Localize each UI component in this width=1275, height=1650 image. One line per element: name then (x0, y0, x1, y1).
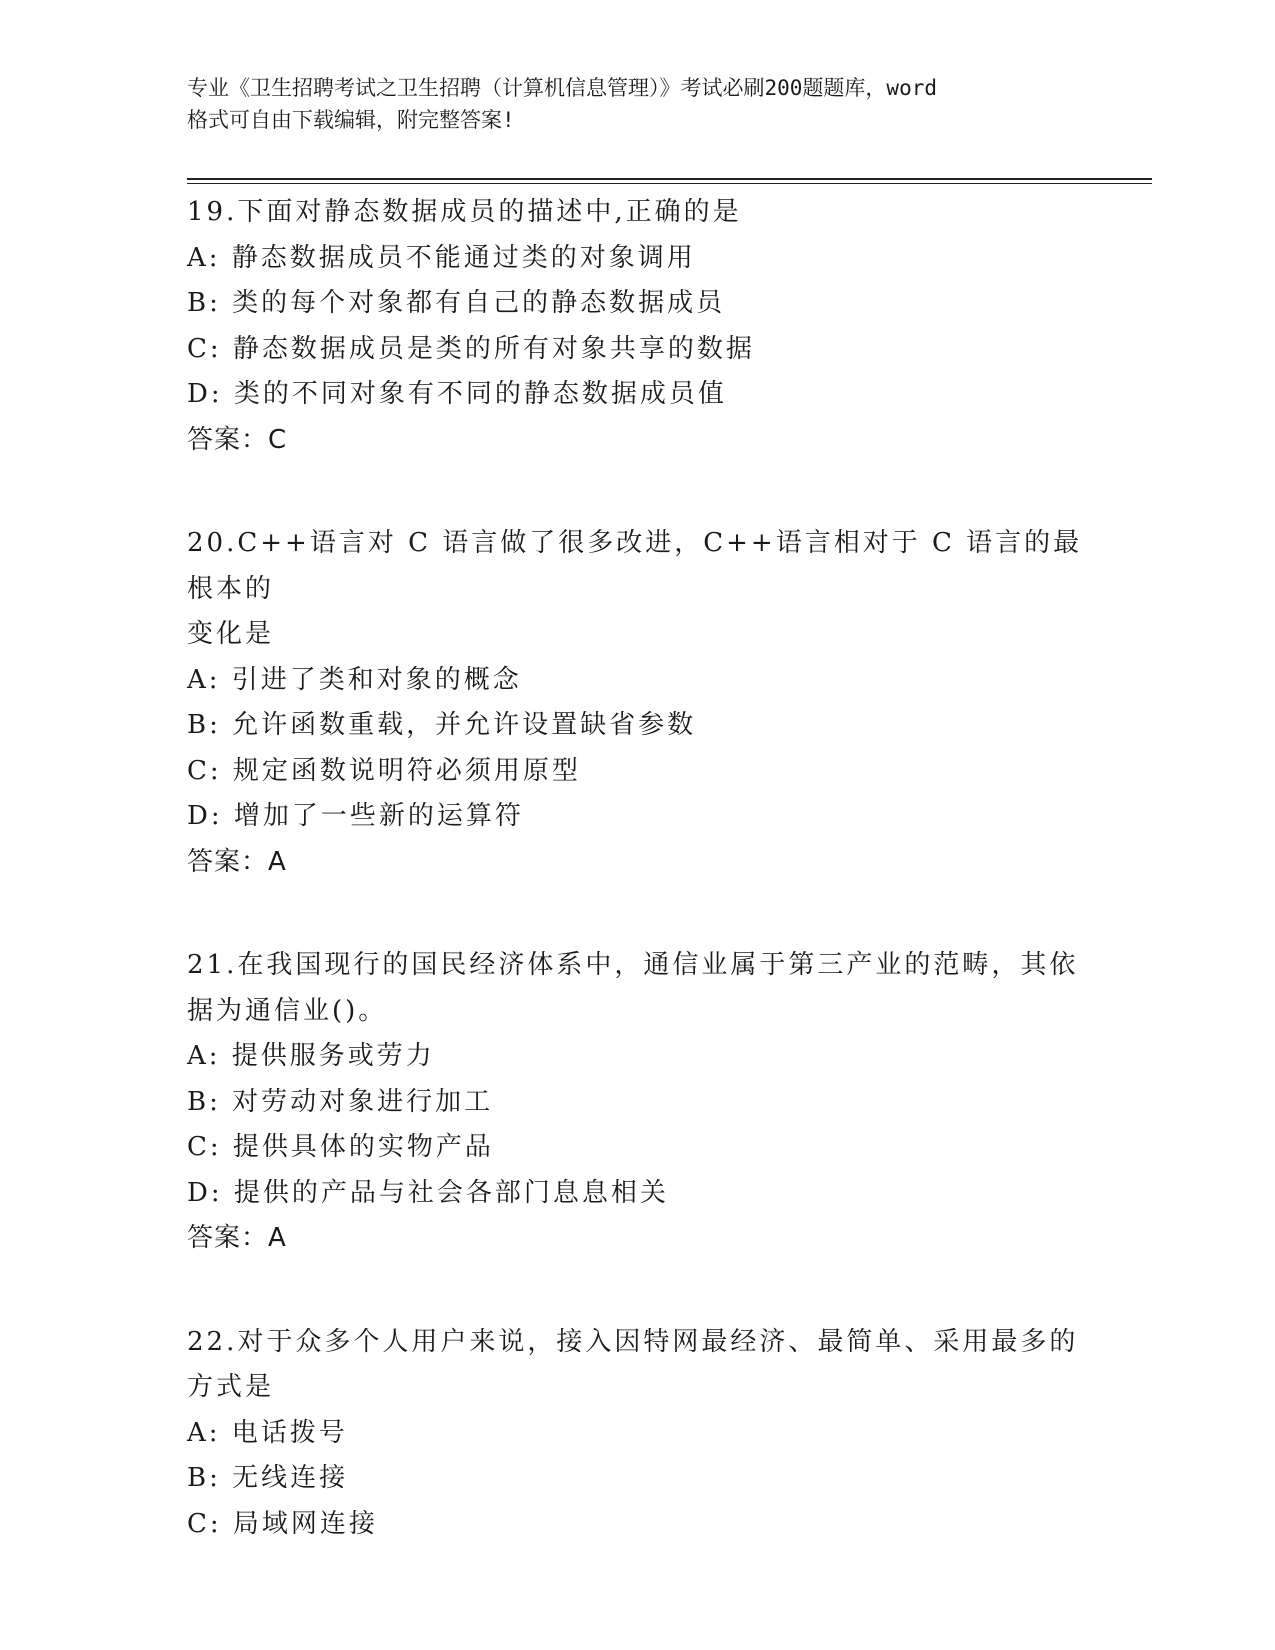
document-header (187, 72, 1087, 136)
option-a: A: 静态数据成员不能通过类的对象调用 (187, 242, 696, 273)
option-b: B: 对劳动对象进行加工 (187, 1086, 494, 1117)
header-line-2: 格式可自由下载编辑，附完整答案! (187, 108, 515, 132)
header-line-1: 专业《卫生招聘考试之卫生招聘（计算机信息管理）》考试必刷200题题库，word (187, 76, 937, 100)
question-stem: 19.下面对静态数据成员的描述中,正确的是 (187, 197, 742, 227)
option-c: C: 规定函数说明符必须用原型 (187, 755, 581, 786)
option-b: B: 允许函数重载，并允许设置缺省参数 (187, 710, 697, 740)
question-19 (187, 190, 1087, 463)
question-list (187, 190, 1087, 1605)
question-stem: 21.在我国现行的国民经济体系中，通信业属于第三产业的范畴，其依 (187, 950, 1079, 980)
option-b: B: 类的每个对象都有自己的静态数据成员 (187, 288, 726, 318)
answer-label: 答案：A (187, 1223, 287, 1253)
question-stem-continued: 变化是 (187, 619, 275, 649)
header-divider-thin (187, 183, 1152, 184)
question-stem: 20.C++语言对 C 语言做了很多改进，C++语言相对于 C 语言的最根本的 (187, 528, 1083, 604)
option-a: A: 引进了类和对象的概念 (187, 664, 522, 695)
option-c: C: 提供具体的实物产品 (187, 1132, 494, 1162)
question-20 (187, 521, 1087, 885)
question-stem: 22.对于众多个人用户来说，接入因特网最经济、最简单、采用最多的 (187, 1326, 1079, 1357)
question-stem-continued: 据为通信业()。 (187, 995, 388, 1026)
option-d: D: 增加了一些新的运算符 (187, 801, 524, 831)
question-22 (187, 1320, 1087, 1548)
question-stem-continued: 方式是 (187, 1372, 275, 1402)
option-c: C: 静态数据成员是类的所有对象共享的数据 (187, 333, 755, 364)
question-21 (187, 943, 1087, 1262)
option-a: A: 提供服务或劳力 (187, 1041, 435, 1071)
answer-label: 答案：A (187, 846, 287, 877)
header-divider (187, 178, 1152, 180)
option-c: C: 局域网连接 (187, 1508, 378, 1539)
option-a: A: 电话拨号 (187, 1417, 348, 1448)
option-d: D: 类的不同对象有不同的静态数据成员值 (187, 379, 727, 409)
option-b: B: 无线连接 (187, 1463, 349, 1493)
option-d: D: 提供的产品与社会各部门息息相关 (187, 1177, 669, 1208)
answer-label: 答案：C (187, 424, 288, 455)
